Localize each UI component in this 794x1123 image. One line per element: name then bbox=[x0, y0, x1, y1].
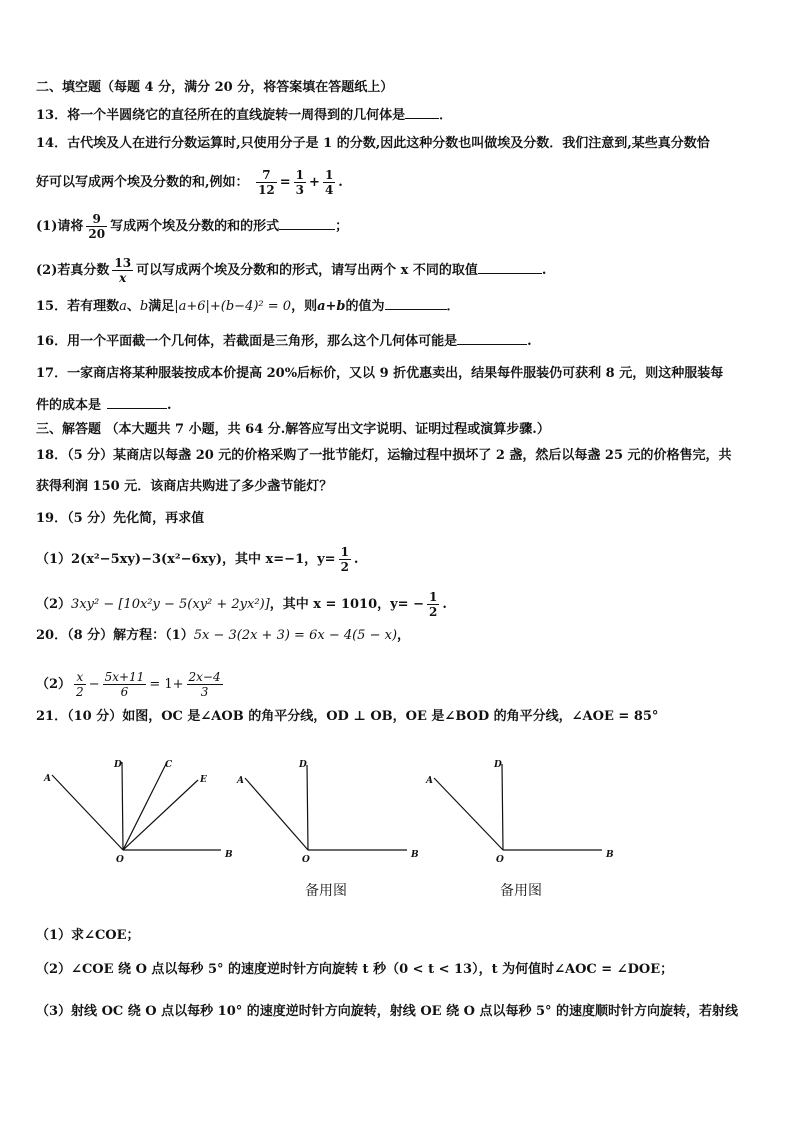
denominator: x bbox=[119, 271, 127, 285]
q20-p1: 20．（8 分）解方程：（1） bbox=[36, 628, 194, 643]
question-14-part-1 bbox=[36, 212, 348, 241]
q15-end: ． bbox=[446, 299, 460, 314]
numerator: 1 bbox=[295, 168, 305, 182]
q14-p2-end: . bbox=[541, 263, 547, 278]
fraction bbox=[86, 212, 107, 241]
q15-mid: 满足 bbox=[148, 299, 175, 314]
ray-od bbox=[502, 764, 503, 850]
label-a: A bbox=[426, 776, 433, 786]
label-a: A bbox=[237, 776, 244, 786]
fraction bbox=[103, 670, 147, 699]
numerator: 13 bbox=[114, 256, 132, 270]
label-d: D bbox=[494, 760, 502, 770]
numerator: 5x+11 bbox=[104, 670, 145, 684]
answer-blank bbox=[279, 217, 335, 230]
q14-p1-end: ； bbox=[335, 219, 349, 234]
q20-p2-pre: （2） bbox=[36, 677, 72, 692]
label-o: O bbox=[302, 855, 310, 865]
denominator: 3 bbox=[200, 685, 209, 699]
label-a: A bbox=[44, 774, 51, 784]
figure-caption-backup-2: 备用图 bbox=[500, 883, 542, 899]
q19-expression: 3xy² − [10x²y − 5(xy² + 2yx²)] bbox=[71, 597, 270, 612]
question-14-intro: 14．古代埃及人在进行分数运算时,只使用分子是 1 的分数,因此这种分数也叫做埃及分数．我们注意到,某些真分数恰 bbox=[36, 136, 710, 151]
question-20-part-1 bbox=[36, 628, 410, 644]
q20-p1-end: ， bbox=[397, 628, 411, 643]
q14-p1-post: 写成两个埃及分数的和的形式 bbox=[110, 219, 280, 234]
denominator: 12 bbox=[258, 183, 275, 197]
question-14-part-2 bbox=[36, 256, 546, 285]
label-b: B bbox=[225, 850, 233, 860]
period: . bbox=[338, 175, 343, 190]
question-15 bbox=[36, 297, 460, 315]
angle-figures bbox=[40, 750, 640, 870]
equals: = 1+ bbox=[149, 677, 184, 692]
question-21-title: 21．（10 分）如图，OC 是∠AOB 的角平分线，OD ⊥ OB，OE 是∠BOD 的角平分线，∠AOE = 85° bbox=[36, 709, 659, 724]
ray-oa bbox=[434, 778, 503, 850]
question-18-line-1: 18．（5 分）某商店以每盏 20 元的价格采购了一批节能灯，运输过程中损坏了 2 盏，然后以每盏 25 元的价格售完，共 bbox=[36, 448, 732, 463]
fraction bbox=[112, 256, 133, 285]
q14-p2-pre: (2)若真分数 bbox=[36, 263, 110, 278]
equals: = bbox=[279, 175, 291, 190]
denominator: 6 bbox=[120, 685, 129, 699]
question-16 bbox=[36, 332, 532, 350]
question-19-title: 19．（5 分）先化简，再求值 bbox=[36, 511, 205, 526]
ray-od bbox=[307, 765, 308, 850]
label-d: D bbox=[114, 760, 122, 770]
question-21-part-1: （1）求∠COE； bbox=[36, 928, 140, 943]
label-c: C bbox=[165, 760, 173, 770]
question-21-part-2: （2）∠COE 绕 O 点以每秒 5° 的速度逆时针方向旋转 t 秒（0 < t < 13），t 为何值时∠AOC = ∠DOE； bbox=[36, 962, 674, 977]
q15-expression: |a+6|+(b−4)² = 0 bbox=[174, 299, 292, 314]
q16-end: . bbox=[527, 334, 532, 349]
fraction bbox=[256, 168, 277, 197]
question-19-part-1 bbox=[36, 545, 358, 574]
fraction bbox=[294, 168, 306, 197]
fraction bbox=[323, 168, 335, 197]
denominator: 2 bbox=[429, 605, 438, 619]
question-19-part-2 bbox=[36, 590, 447, 619]
answer-blank bbox=[405, 106, 439, 119]
question-13 bbox=[36, 106, 452, 124]
q13-end: ． bbox=[439, 108, 453, 123]
q16-text: 16．用一个平面截一个几何体，若截面是三角形，那么这个几何体可能是 bbox=[36, 334, 458, 349]
fraction bbox=[339, 545, 351, 574]
q14-p1-pre: (1)请将 bbox=[36, 219, 84, 234]
label-b: B bbox=[606, 850, 614, 860]
numerator: 1 bbox=[324, 168, 334, 182]
q20-equation-1: 5x − 3(2x + 3) = 6x − 4(5 − x) bbox=[193, 628, 398, 643]
answer-blank bbox=[385, 297, 447, 310]
section-title-answer: 三、解答题 （本大题共 7 小题，共 64 分.解答应写出文字说明、证明过程或演算步骤.） bbox=[36, 422, 550, 437]
question-14-example bbox=[36, 168, 343, 197]
q17-line2: 件的成本是 bbox=[36, 398, 102, 413]
ray-oe bbox=[123, 780, 198, 850]
question-17-line-1: 17．一家商店将某种服装按成本价提高 20%后标价，又以 9 折优惠卖出，结果每件服装仍可获利 8 元，则这种服装每 bbox=[36, 366, 724, 381]
numerator: 2x−4 bbox=[188, 670, 221, 684]
label-e: E bbox=[200, 775, 207, 785]
ray-od bbox=[122, 762, 123, 850]
ray-oc bbox=[123, 764, 166, 850]
figure-caption-backup-1: 备用图 bbox=[305, 883, 347, 899]
numerator: 7 bbox=[256, 168, 277, 183]
denominator: 3 bbox=[295, 183, 305, 197]
ray-oa bbox=[245, 778, 308, 850]
q19-p1: （1）2(x²−5xy)−3(x²−6xy)，其中 x=−1，y= bbox=[36, 552, 336, 567]
minus: − bbox=[88, 677, 100, 692]
q17-end: . bbox=[167, 398, 172, 413]
var-b: b bbox=[139, 299, 149, 314]
label-d: D bbox=[299, 760, 307, 770]
question-21-part-3: （3）射线 OC 绕 O 点以每秒 10° 的速度逆时针方向旋转，射线 OE 绕 O 点以每秒 5° 的速度顺时针方向旋转，若射线 bbox=[36, 1004, 739, 1019]
plus: + bbox=[309, 175, 320, 190]
label-b: B bbox=[411, 850, 419, 860]
numerator: x bbox=[74, 670, 86, 685]
question-18-line-2: 获得利润 150 元．该商店共购进了多少盏节能灯？ bbox=[36, 479, 333, 494]
q15-sep: 、 bbox=[126, 299, 140, 314]
q13-text: 13．将一个半圆绕它的直径所在的直线旋转一周得到的几何体是 bbox=[36, 108, 406, 123]
q15-post: ，则 bbox=[291, 299, 318, 314]
q15-ab: a+b bbox=[317, 299, 346, 314]
question-17-line-2 bbox=[36, 396, 172, 414]
ray-oa bbox=[52, 775, 123, 850]
question-20-part-2 bbox=[36, 670, 226, 699]
denominator: 20 bbox=[88, 227, 106, 241]
q19-p2-mid: ，其中 x = 1010，y= − bbox=[269, 597, 424, 612]
section-title-fill-blank: 二、填空题（每题 4 分，满分 20 分，将答案填在答题纸上） bbox=[36, 80, 394, 95]
q14-p2-post: 可以写成两个埃及分数和的形式，请写出两个 x 不同的取值 bbox=[136, 263, 478, 278]
fraction bbox=[427, 590, 439, 619]
numerator: 1 bbox=[429, 590, 438, 604]
q15-pre: 15．若有理数 bbox=[36, 299, 120, 314]
answer-blank bbox=[457, 332, 527, 345]
denominator: 4 bbox=[324, 183, 334, 197]
denominator: 2 bbox=[76, 685, 84, 699]
var-a: a bbox=[119, 299, 127, 314]
answer-blank bbox=[478, 261, 542, 274]
q15-post2: 的值为 bbox=[345, 299, 385, 314]
answer-blank bbox=[107, 396, 167, 409]
q19-p2-end: . bbox=[442, 597, 447, 612]
q19-p2-pre: （2） bbox=[36, 597, 72, 612]
label-o: O bbox=[496, 855, 504, 865]
numerator: 9 bbox=[86, 212, 107, 227]
denominator: 2 bbox=[340, 560, 349, 574]
fraction bbox=[187, 670, 223, 699]
q14-line2: 好可以写成两个埃及分数的和,例如： bbox=[36, 175, 249, 190]
fraction bbox=[74, 670, 86, 699]
label-o: O bbox=[116, 855, 124, 865]
numerator: 1 bbox=[340, 545, 349, 559]
q19-p1-end: . bbox=[353, 552, 359, 567]
